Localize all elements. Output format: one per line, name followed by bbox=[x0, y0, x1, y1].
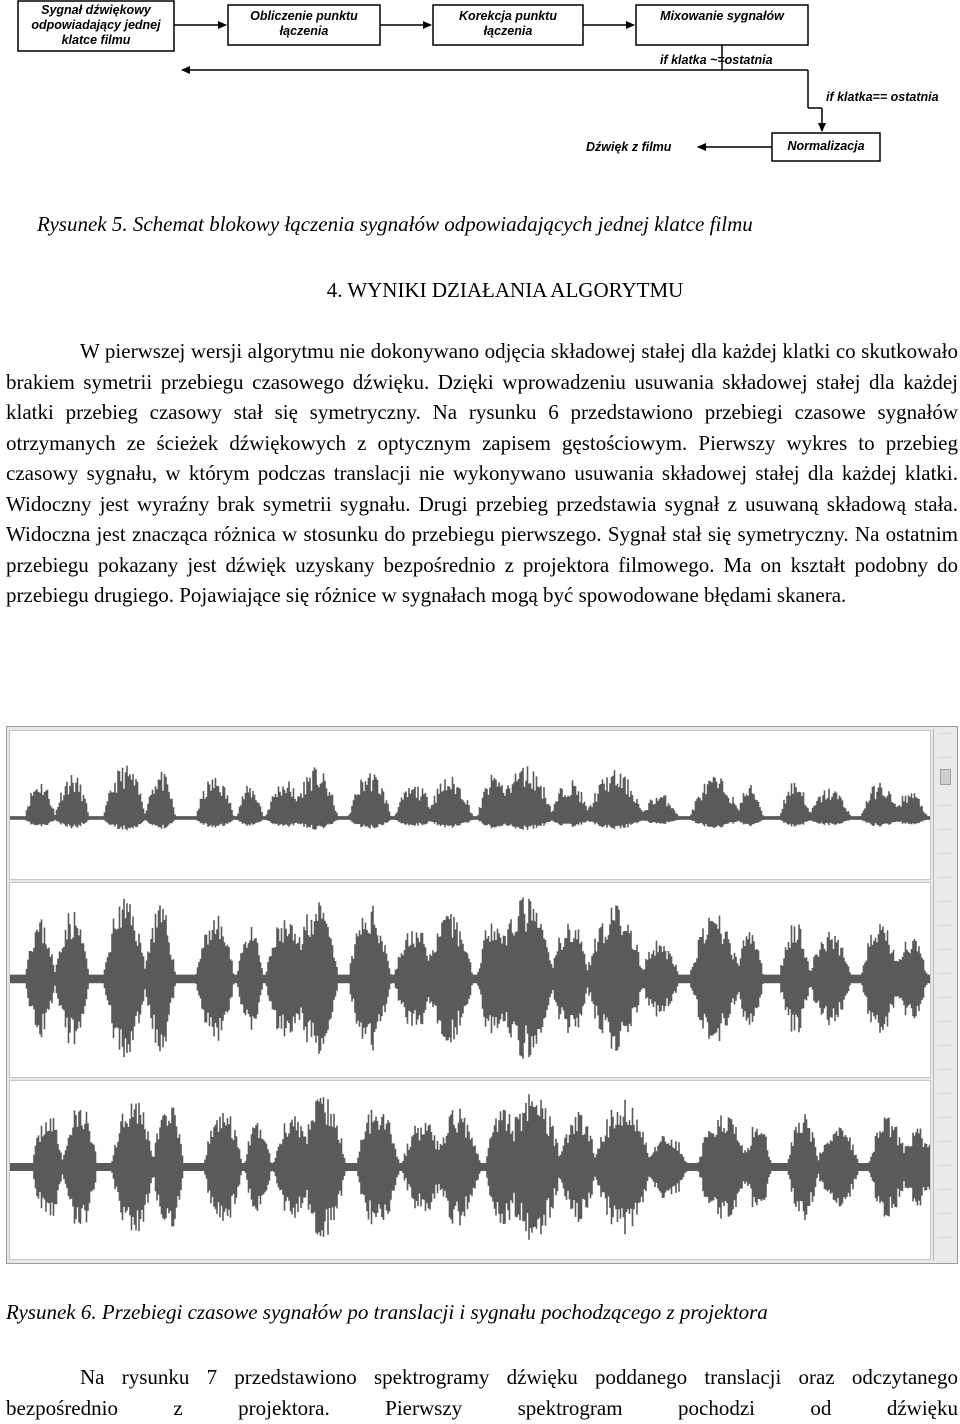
source-label: Sygnał dźwiękowy odpowiadający jednej klatce filmu bbox=[31, 3, 161, 47]
waveform-figure bbox=[6, 726, 958, 1264]
waveform-panel-3 bbox=[9, 1080, 931, 1260]
waveform-2 bbox=[10, 883, 930, 1077]
calc-label: Obliczenie punktu łączenia bbox=[250, 9, 358, 38]
section-heading: 4. WYNIKI DZIAŁANIA ALGORYTMU bbox=[326, 278, 684, 302]
figure-6-caption: Rysunek 6. Przebiegi czasowe sygnałów po translacji i sygnału pochodzącego z projektora bbox=[6, 1300, 768, 1324]
vertical-scrollbar[interactable] bbox=[933, 729, 955, 1261]
waveform-1 bbox=[10, 731, 930, 879]
corr-label: Korekcja punktu łączenia bbox=[459, 9, 557, 38]
block-diagram bbox=[0, 0, 960, 180]
scrollbar-ticks bbox=[938, 733, 951, 1257]
norm-label: Normalizacja bbox=[787, 139, 865, 153]
scrollbar-thumb[interactable] bbox=[940, 769, 951, 785]
waveform-trace bbox=[10, 898, 930, 1059]
paragraph-spectrograms: Na rysunku 7 przedstawiono spektrogramy dźwięku poddanego translacji oraz odczytanego bezpośrednio z projektora. Pierwszy spektrogram pochodzi od dźwięku bbox=[6, 1365, 958, 1420]
waveform-trace bbox=[10, 1094, 930, 1239]
waveform-3 bbox=[10, 1081, 930, 1259]
waveform-panel-2 bbox=[9, 882, 931, 1078]
out-label: Dźwięk z filmu bbox=[586, 140, 672, 154]
mix-label: Mixowanie sygnałów bbox=[660, 9, 784, 23]
cond-eq-label: if klatka== ostatnia bbox=[826, 90, 939, 104]
figure-5-caption: Rysunek 5. Schemat blokowy łączenia sygnałów odpowiadających jednej klatce filmu bbox=[37, 212, 753, 236]
waveform-panel-1 bbox=[9, 730, 931, 880]
cond-last-label: if klatka ~=ostatnia bbox=[660, 53, 773, 67]
paragraph-results: W pierwszej wersji algorytmu nie dokonywano odjęcia składowej stałej dla każdej klatki co skutkowało brakiem symetrii przebiegu czasowego dźwięku. Dzięki wprowadzeniu usuwania składowej stałej dla każdej klatki przebieg czasowy stał się symetryczny. Na rysunku 6 przedstawiono przebiegi czasowe sygnałów otrzymanych ze ścieżek dźwiękowych z optycznym zapisem gęstościowym. Pierwszy wykres to przebieg czasowy sygnału, w którym podczas translacji nie wykonywano usuwania składowej stałej dla każdej klatki. Widoczny jest wyraźny brak symetrii sygnału. Drugi przebieg przedstawia sygnał z usuwaną składową stała. Widoczna jest znacząca różnica w stosunku do przebiegu pierwszego. Sygnał stał się symetryczny. Na ostatnim przebiegu pokazany jest dźwięk uzyskany bezpośrednio z projektora filmowego. Ma on kształt podobny do przebiegu drugiego. Pojawiające się różnice w sygnałach mogą być spowodowane błędami skanera. bbox=[6, 339, 958, 607]
waveform-trace bbox=[10, 766, 930, 831]
